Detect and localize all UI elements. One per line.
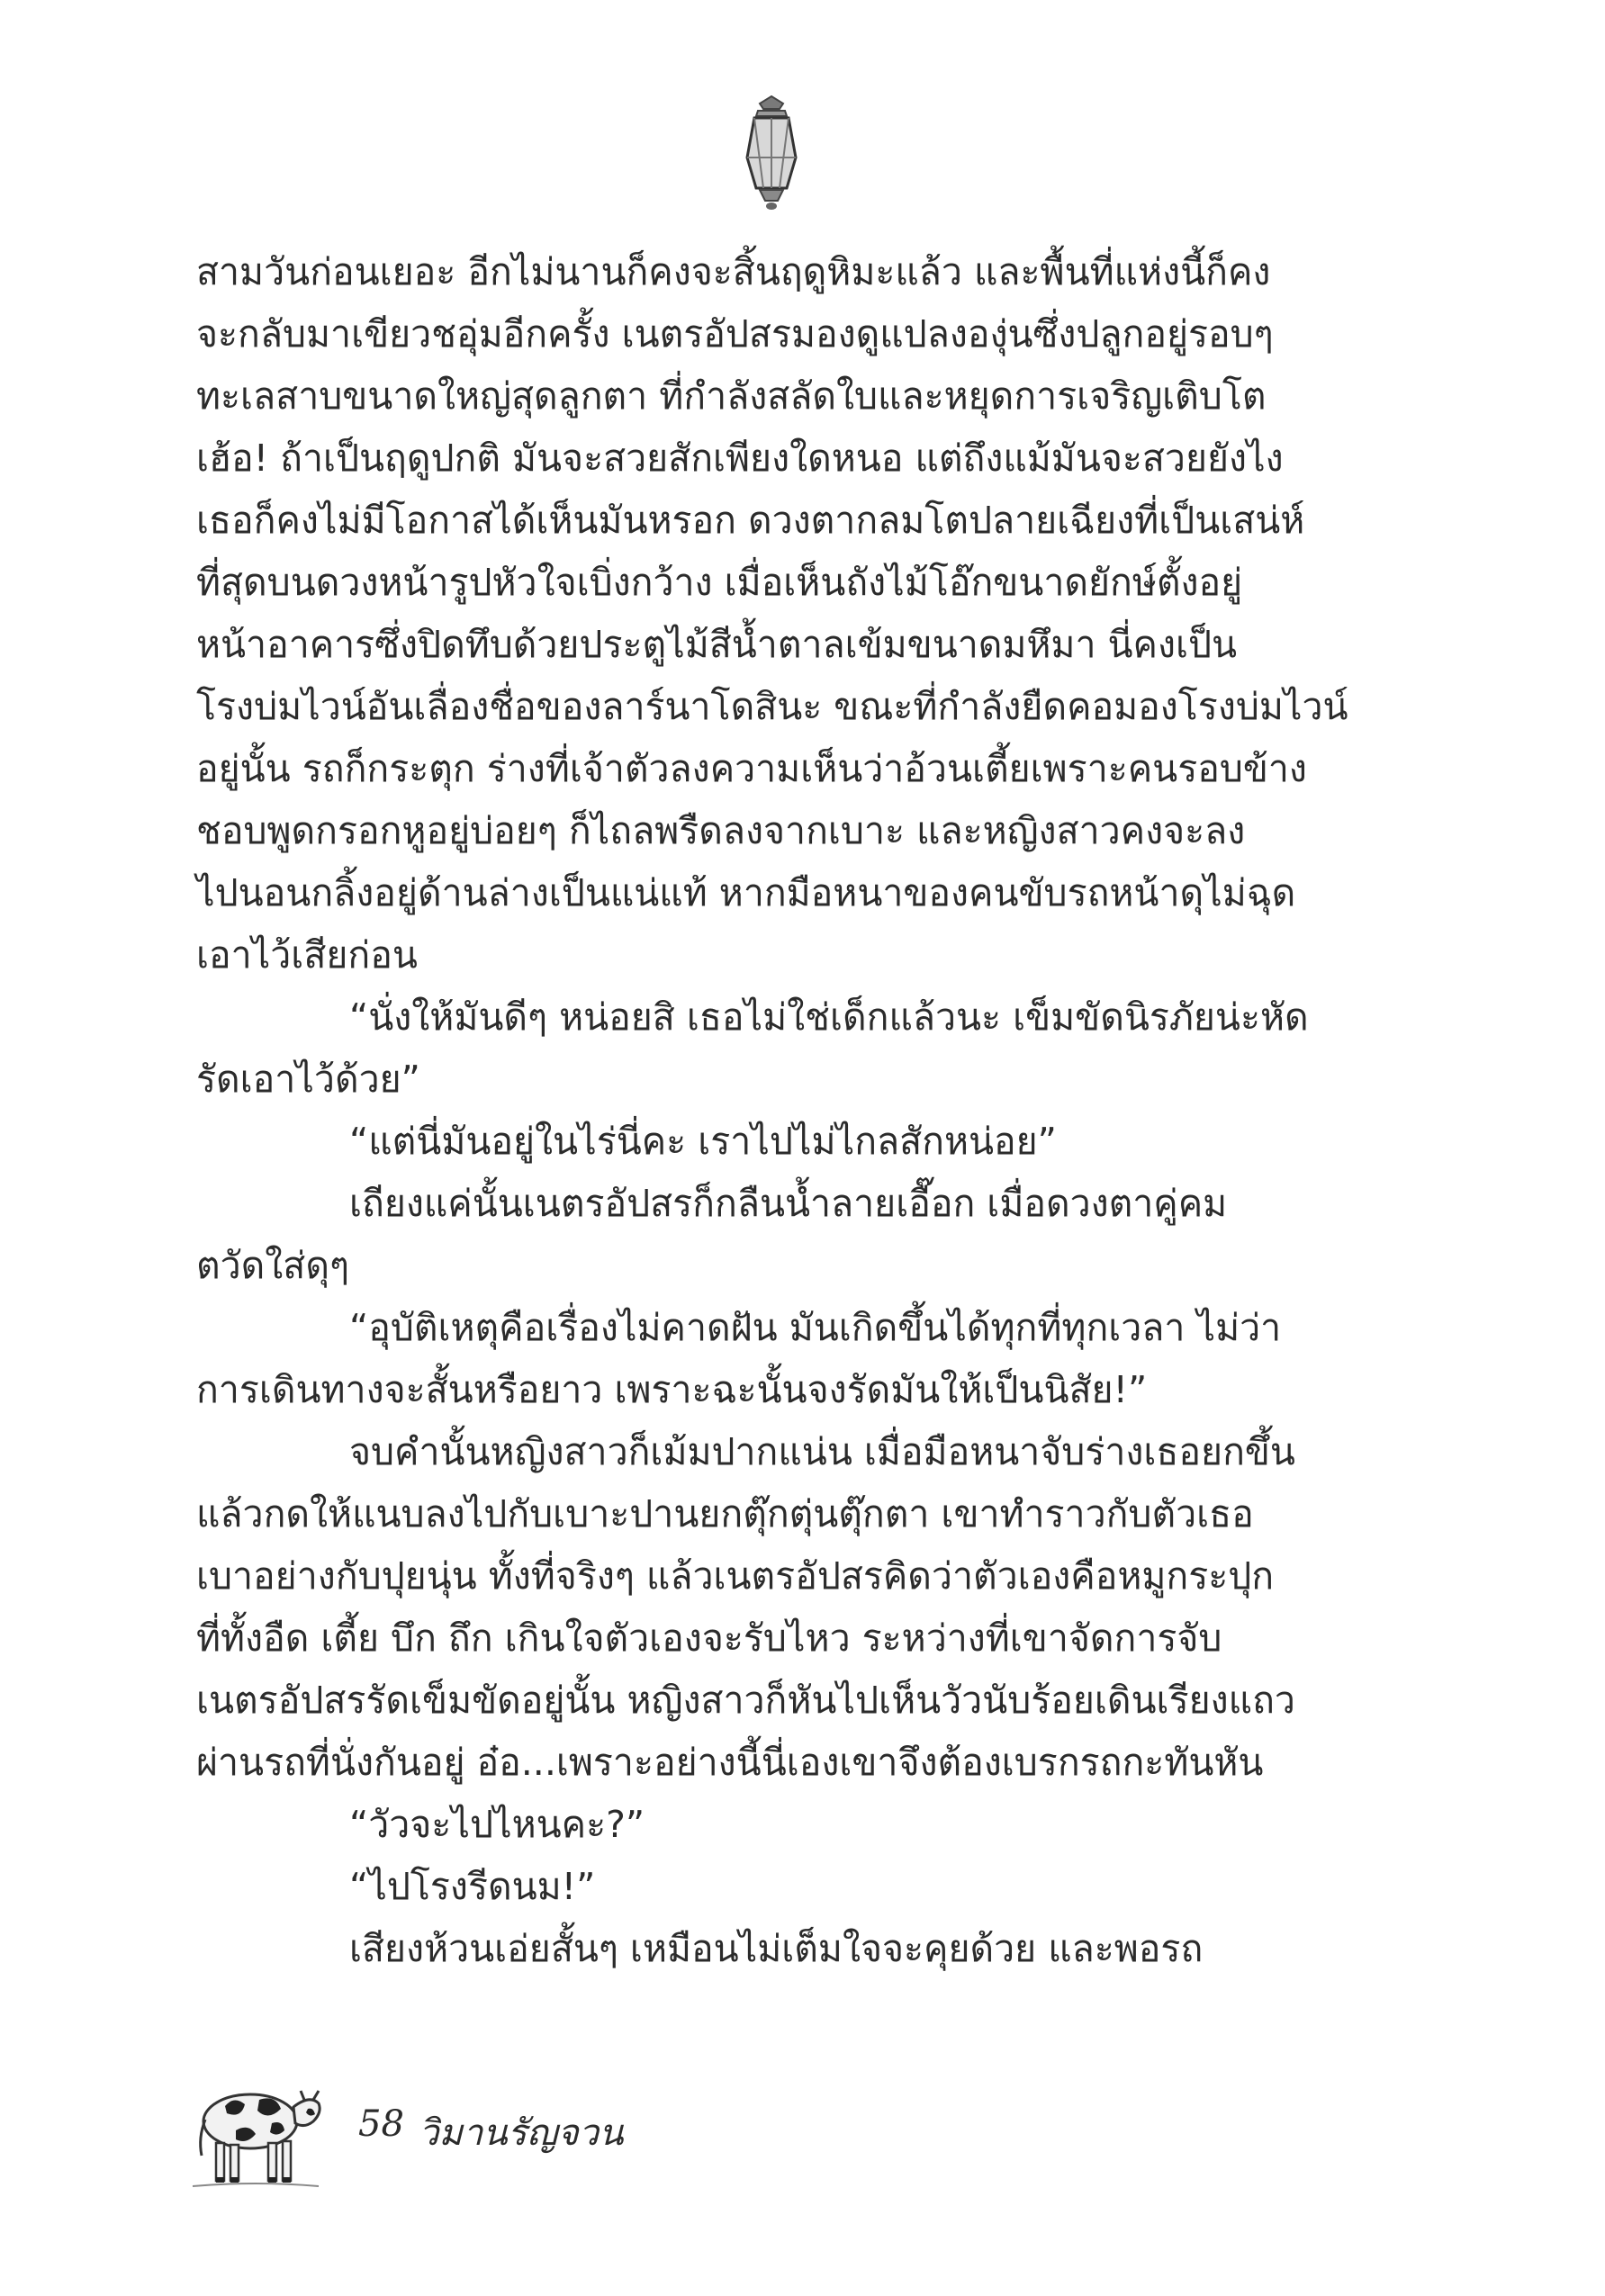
body-text xyxy=(196,241,1411,1980)
text-line: เฮ้อ! ถ้าเป็นฤดูปกติ มันจะสวยสักเพียงใดหนอ แต่ถึงแม้มันจะสวยยังไง xyxy=(196,437,1284,480)
text-line: แล้วกดให้แนบลงไปกับเบาะปานยกตุ๊กตุ่นตุ๊กตา เขาทำราวกับตัวเธอ xyxy=(196,1492,1254,1535)
text-line: จะกลับมาเขียวชอุ่มอีกครั้ง เนตรอัปสรมองดูแปลงองุ่นซึ่งปลูกอยู่รอบๆ xyxy=(196,312,1274,356)
lantern-ornament-icon xyxy=(731,95,812,212)
text-line: ตวัดใส่ดุๆ xyxy=(196,1244,349,1287)
text-line: “วัวจะไปไหนคะ?” xyxy=(349,1803,645,1846)
text-line: “ไปโรงรีดนม!” xyxy=(349,1865,596,1908)
text-line: “แต่นี่มันอยู่ในไร่นี่คะ เราไปไม่ไกลสักหน่อย” xyxy=(349,1120,1057,1163)
text-line: การเดินทางจะสั้นหรือยาว เพราะฉะนั้นจงรัดมันให้เป็นนิสัย!” xyxy=(196,1368,1148,1411)
text-line: อยู่นั้น รถก็กระตุก ร่างที่เจ้าตัวลงความเห็นว่าอ้วนเตี้ยเพราะคนรอบข้าง xyxy=(196,747,1307,790)
text-line: สามวันก่อนเยอะ อีกไม่นานก็คงจะสิ้นฤดูหิมะแล้ว และพื้นที่แห่งนี้ก็คง xyxy=(196,250,1271,293)
text-line: เบาอย่างกับปุยนุ่น ทั้งที่จริงๆ แล้วเนตรอัปสรคิดว่าตัวเองคือหมูกระปุก xyxy=(196,1554,1275,1598)
text-line: ทะเลสาบขนาดใหญ่สุดลูกตา ที่กำลังสลัดใบและหยุดการเจริญเติบโต xyxy=(196,374,1267,418)
text-line: ชอบพูดกรอกหูอยู่บ่อยๆ ก็ไถลพรืดลงจากเบาะ และหญิงสาวคงจะลง xyxy=(196,809,1246,852)
text-line: เอาไว้เสียก่อน xyxy=(196,933,418,977)
text-line: ไปนอนกลิ้งอยู่ด้านล่างเป็นแน่แท้ หากมือหนาของคนขับรถหน้าดุไม่ฉุด xyxy=(196,871,1296,914)
page-footer xyxy=(189,2066,729,2201)
text-line: โรงบ่มไวน์อันเลื่องชื่อของลาร์นาโดสินะ ขณะที่กำลังยืดคอมองโรงบ่มไวน์ xyxy=(196,685,1348,728)
page-number: 58 xyxy=(358,2103,404,2145)
cow-icon xyxy=(189,2066,324,2192)
text-line: จบคำนั้นหญิงสาวก็เม้มปากแน่น เมื่อมือหนาจับร่างเธอยกขึ้น xyxy=(349,1430,1295,1473)
text-line: เถียงแค่นั้นเนตรอัปสรก็กลืนน้ำลายเอื๊อก เมื่อดวงตาคู่คม xyxy=(349,1182,1228,1225)
text-line: เสียงห้วนเอ่ยสั้นๆ เหมือนไม่เต็มใจจะคุยด้วย และพอรถ xyxy=(349,1927,1204,1970)
text-line: หน้าอาคารซึ่งปิดทึบด้วยประตูไม้สีน้ำตาลเข้มขนาดมหึมา นี่คงเป็น xyxy=(196,623,1238,666)
text-line: “นั่งให้มันดีๆ หน่อยสิ เธอไม่ใช่เด็กแล้วนะ เข็มขัดนิรภัยน่ะหัด xyxy=(349,995,1309,1039)
text-line: ที่ทั้งอืด เตี้ย บึก ถึก เกินใจตัวเองจะรับไหว ระหว่างที่เขาจัดการจับ xyxy=(196,1616,1222,1660)
text-line: เนตรอัปสรรัดเข็มขัดอยู่นั้น หญิงสาวก็หันไปเห็นวัวนับร้อยเดินเรียงแถว xyxy=(196,1679,1295,1722)
book-title: วิมานรัญจวน xyxy=(419,2112,624,2154)
text-line: ที่สุดบนดวงหน้ารูปหัวใจเบิ่งกว้าง เมื่อเห็นถังไม้โอ๊กขนาดยักษ์ตั้งอยู่ xyxy=(196,561,1243,604)
text-line: “อุบัติเหตุคือเรื่องไม่คาดฝัน มันเกิดขึ้นได้ทุกที่ทุกเวลา ไม่ว่า xyxy=(349,1306,1282,1349)
text-line: รัดเอาไว้ด้วย” xyxy=(196,1058,420,1101)
text-line: เธอก็คงไม่มีโอกาสได้เห็นมันหรอก ดวงตากลมโตปลายเฉียงที่เป็นเสน่ห์ xyxy=(196,499,1305,542)
text-line: ผ่านรถที่นั่งกันอยู่ อ๋อ...เพราะอย่างนี้นี่เองเขาจึงต้องเบรกรถกะทันหัน xyxy=(196,1741,1264,1784)
